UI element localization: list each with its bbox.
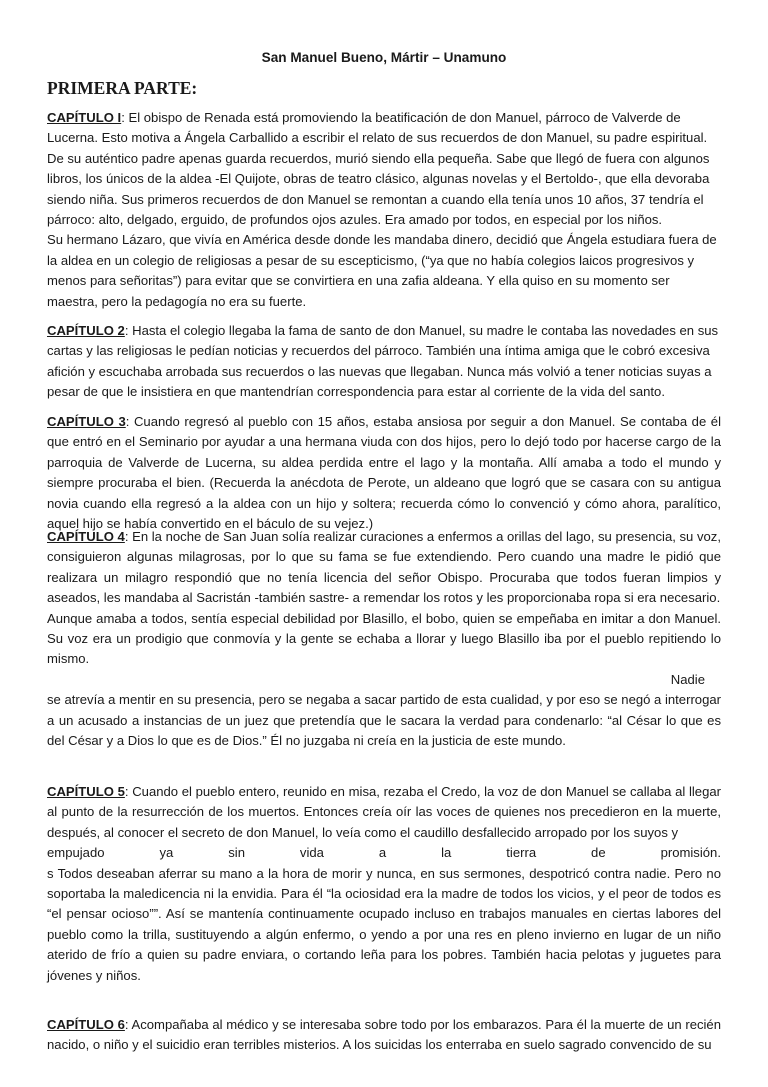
- chapter-5-spread-word-2: ya: [159, 845, 174, 861]
- chapter-6-paragraph-1: [47, 1015, 721, 1056]
- chapter-2-text: : Hasta el colegio llegaba la fama de santo de don Manuel, su madre le contaba las novedades en sus cartas y las religiosas le pedían noticias y recuerdos del párroco. También una íntima amiga que le cobró excesiva afición y escuchaba arrobada sus recuerdos o las nuevas que llegaban. Nunca más volvió a tener noticias suyas a pesar de que le insistiera en que mantendrían correspondencia para estar al corriente de la vida del santo.: [47, 323, 719, 400]
- chapter-6-heading: CAPÍTULO 6: [47, 1017, 125, 1032]
- chapter-6-text: : Acompañaba al médico y se interesaba sobre todo por los embarazos. Para él la muerte de un recién nacido, o niño y el suicidio eran terribles misterios. A los suicidas los enterraba en suelo sagrado convencido de su: [47, 1017, 721, 1053]
- document-title: San Manuel Bueno, Mártir – Unamuno: [261, 50, 507, 65]
- chapter-5-paragraph-3: s Todos deseaban aferrar su mano a la hora de morir y nunca, en sus sermones, despotricó contra nadie. Pero no soportaba la maledicencia ni la envidia. Para él “la ociosidad era la madre de todos los vicios, y el peor de todos es “el pensar ocioso””. Así se mantenía continuamente ocupado incluso en trabajos manuales en ciertas labores del pueblo como la trilla, sustituyendo a algún enfermo, o yendo a por una res en pleno invierno en lugar de un niño aterido de frío a quien su padre enviara, o cortando leña para los pobres. También hacia pelotas y juguetes para jóvenes y niños.: [47, 865, 721, 983]
- chapter-4-paragraph-1: [47, 527, 721, 609]
- chapter-5: [47, 782, 721, 986]
- chapter-1: [47, 108, 721, 312]
- chapter-6: [47, 1015, 721, 1056]
- chapter-1-paragraph-1: [47, 108, 721, 230]
- chapter-4-text: : En la noche de San Juan solía realizar curaciones a enfermos a orillas del lago, su presencia, su voz, consiguieron algunas milagrosas, por lo que su fama se fue extendiendo. Pero cuando una madre le pidió que realizara un milagro respondió que no tenía licencia del señor Obispo. Procuraba que todos fueran limpios y aseados, les mandaba al Sacristán -también sastre- a remendar los rotos y les proporcionaba ropa si era necesario.: [47, 529, 721, 606]
- chapter-4-heading: CAPÍTULO 4: [47, 529, 125, 544]
- chapter-5-spread-word-5: a: [378, 845, 387, 861]
- chapter-5-spread-word-9: promisión.: [660, 845, 721, 861]
- chapter-4-paragraph-3: [47, 670, 721, 690]
- chapter-3-text: : Cuando regresó al pueblo con 15 años, estaba ansiosa por seguir a don Manuel. Se contaba de él que entró en el Seminario por ayudar a una hermana viuda con dos hijos, pero lo dejó todo por hacerse cargo de la parroquia de Valverde de Lucerna, su aldea perdida entre el lago y la montaña. Allí amaba a todo el mundo y siempre procuraba el bien. (Recuerda la anécdota de Perote, un aldeano que logró que se casara con su antigua novia cuando ella regresó a la aldea con un hijo y soltera; recuerda cómo lo convenció y cómo ahora, paralítico, aquel hijo se había convertido en el báculo de su vejez.): [47, 414, 721, 532]
- chapter-5-spread-word-1: empujado: [47, 845, 105, 861]
- chapter-5-text: : Cuando el pueblo entero, reunido en misa, rezaba el Credo, la voz de don Manuel se callaba al llegar al punto de la resurrección de los muertos. Entonces creía oír las voces de quienes nos precedieron en la muerte, después, al conocer el secreto de don Manuel, lo veía como el caudillo desfallecido arropado por los suyos y: [47, 784, 722, 840]
- chapter-3-paragraph-1: [47, 412, 721, 534]
- chapter-1-text: : El obispo de Renada está promoviendo la beatificación de don Manuel, párroco de Valverde de Lucerna. Esto motiva a Ángela Carballido a escribir el relato de sus recuerdos de don Manuel, su padre espiritual. De su auténtico padre apenas guarda recuerdos, murió siendo ella pequeña. Sabe que llegó de fuera con algunos libros, los únicos de la aldea -El Quijote, obras de teatro clásico, algunas novelas y el Bertoldo-, que ella devoraba siendo niña. Sus primeros recuerdos de don Manuel se remontan a cuando ella tenía unos 10 años, 37 tendría el párroco: alto, delgado, erguido, de profundos ojos azules. Era amado por todos, en especial por los niños.: [47, 110, 710, 228]
- chapter-5-spread-word-8: de: [591, 845, 606, 861]
- chapter-4-paragraph-4: se atrevía a mentir en su presencia, pero se negaba a sacar partido de esta cualidad, y por eso se negó a interrogar a un acusado a instancias de un juez que pretendía que le sacara la verdad para condenarlo: “al César lo que es del César y a Dios lo que es de Dios.” Él no juzgaba ni creía en la justicia de este mundo.: [47, 692, 722, 749]
- chapter-4-paragraph-2: Aunque amaba a todos, sentía especial debilidad por Blasillo, el bobo, quien se empeñaba en imitar a don Manuel. Su voz era un prodigio que conmovía y la gente se echaba a llorar y luego Blasillo iba por el pueblo repitiendo lo mismo.: [47, 610, 721, 667]
- chapter-3-heading: CAPÍTULO 3: [47, 414, 126, 429]
- chapter-2-paragraph-1: [47, 321, 721, 403]
- part-title: PRIMERA PARTE:: [47, 78, 198, 98]
- chapter-1-heading: CAPÍTULO I: [47, 110, 122, 125]
- chapter-3: [47, 412, 721, 534]
- chapter-5-spread-word-7: tierra: [506, 845, 537, 861]
- chapter-2: [47, 321, 721, 403]
- chapter-1-paragraph-2: Su hermano Lázaro, que vivía en América desde donde les mandaba dinero, decidió que Ángela estudiara fuera de la aldea en un colegio de religiosas a pesar de su escepticismo, (“ya que no había colegios laicos progresivos y menos para señoritas”) para evitar que se convirtiera en una zafia aldeana. Y ella quiso en su momento ser maestra, pero la pedagogía no era su fuerte.: [47, 232, 717, 309]
- chapter-5-heading: CAPÍTULO 5: [47, 784, 125, 799]
- chapter-5-spread-line: [47, 843, 721, 863]
- chapter-5-spread-word-6: la: [441, 845, 452, 861]
- chapter-5-paragraph-1: [47, 782, 721, 843]
- chapter-5-spread-word-3: sin: [228, 845, 245, 861]
- chapter-2-heading: CAPÍTULO 2: [47, 323, 125, 338]
- chapter-4-isolated-word: Nadie: [670, 671, 705, 687]
- chapter-5-spread-word-4: vida: [299, 845, 324, 861]
- chapter-4: [47, 527, 721, 751]
